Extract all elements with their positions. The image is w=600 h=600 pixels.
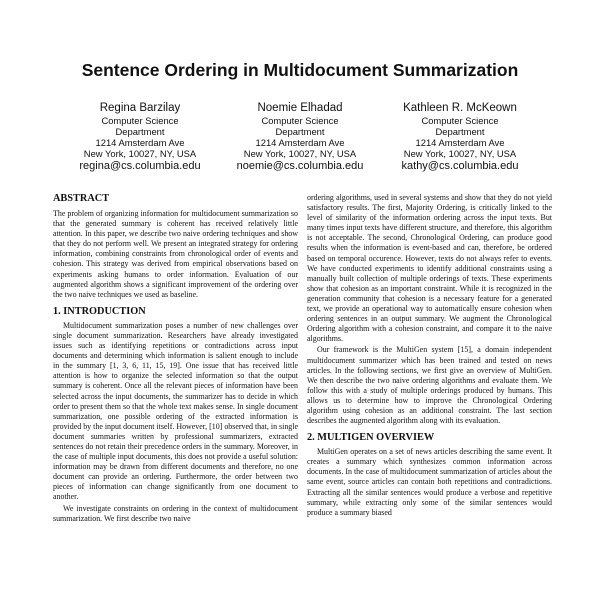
author-card [380, 101, 540, 173]
intro-paragraph: Multidocument summarization poses a number of new challenges over single document summarization. Researchers have already investigated issues such as identifying repetitions or contradictions across input documents and determining which information is salient enough to include in the summary [1, 3, 6, 11, 15, 19]. One issue that has received little attention is how to organize the selected information so that the output summary is coherent. Once all the relevant pieces of information have been selected across the input documents, the summarizer has to decide in which order to present them so that the whole text makes sense. In single document summarization, one possible ordering of the extracted information is provided by the input document itself. However, [10] observed that, in single document summaries written by professional summarizers, extracted sentences do not retain their precedence orders in the summary. Moreover, in the case of multiple input documents, this does not provide a useful solution: information may be drawn from different documents and therefore, no one document can provide an ordering. Furthermore, the order between two pieces of information can change significantly from one document to another. [53, 320, 298, 502]
author-address: 1214 Amsterdam Ave [415, 137, 505, 148]
author-block [60, 101, 540, 173]
intro-paragraph: We investigate constraints on ordering in the context of multidocument summarization. We first describe two naive [53, 503, 298, 523]
author-name: Regina Barzilay [99, 102, 181, 114]
body-paragraph: ordering algorithms, used in several systems and show that they do not yield satisfactory results. The first, Majority Ordering, is critically linked to the level of similarity of the information ordering across the input texts. But many times input texts have different structure, and therefore, this algorithm is not acceptable. The second, Chronological Ordering, can produce good results when the information is event-based and can, therefore, be ordered based on temporal occurence. However, texts do not always refer to events. We have conducted experiments to identify additional constraints using a manually built collection of multiple orderings of texts. These experiments show that cohesion as an important constraint. While it is recognized in the generation community that cohesion is a necessary feature for a generated text, we provide an operational way to automatically ensure cohesion when ordering sentences in an output summary. We augment the Chronological Ordering algorithm with a cohesion constraint, and compare it to the naive algorithms. [307, 193, 552, 344]
author-dept: Computer Science [261, 115, 339, 126]
author-dept: Computer Science [101, 115, 179, 126]
author-email: regina@cs.columbia.edu [79, 160, 201, 172]
body-paragraph: MultiGen operates on a set of news articles describing the same event. It creates a summary which synthesizes common information across documents. In the case of multidocument summarization of articles about the same event, source articles can contain both repetitions and contradictions. Extracting all the similar sentences would produce a verbose and repetitive summary, while extracting only some of the similar sentences would produce a summary biased [307, 447, 552, 517]
right-column [307, 193, 552, 518]
author-address: 1214 Amsterdam Ave [255, 137, 345, 148]
author-card [220, 101, 380, 173]
author-card [60, 101, 220, 173]
author-dept: Department [115, 126, 165, 137]
left-column [53, 193, 298, 524]
author-name: Noemie Elhadad [257, 102, 343, 114]
author-address: New York, 10027, NY, USA [403, 148, 517, 159]
author-name: Kathleen R. McKeown [403, 102, 517, 114]
abstract-text: The problem of organizing information for multidocument summarization so that the generated summary is coherent has received relatively little attention. In this paper, we describe two naive ordering techniques and show that they do not perform well. We present an integrated strategy for ordering information, combining constraints from chronological order of events and cohesion. This strategy was derived from empirical observations based on experiments asking humans to order information. Evaluation of our augmented algorithm shows a significant improvement of the ordering over the two naive techniques we used as baseline. [53, 209, 298, 299]
author-email: kathy@cs.columbia.edu [401, 160, 519, 172]
author-address: New York, 10027, NY, USA [83, 148, 197, 159]
paper-title: Sentence Ordering in Multidocument Summarization [81, 60, 519, 80]
author-dept: Computer Science [421, 115, 499, 126]
author-email: noemie@cs.columbia.edu [236, 160, 364, 172]
author-address: New York, 10027, NY, USA [243, 148, 357, 159]
abstract-heading: ABSTRACT [53, 193, 110, 204]
author-address: 1214 Amsterdam Ave [95, 137, 185, 148]
multigen-heading: 2. MULTIGEN OVERVIEW [307, 432, 435, 444]
intro-heading: 1. INTRODUCTION [53, 305, 146, 317]
author-dept: Department [275, 126, 325, 137]
body-paragraph: Our framework is the MultiGen system [15], a domain independent multidocument summarizer which has been trained and tested on news articles. In the following sections, we first give an overview of MultiGen. We then describe the two naive ordering algorithms and evaluate them. We follow this with a study of multiple orderings produced by humans. This allows us to determine how to improve the Chronological Ordering algorithm using cohesion as an additional constraint. The last section describes the augmented algorithm along with its evaluation. [307, 345, 552, 426]
author-dept: Department [435, 126, 485, 137]
